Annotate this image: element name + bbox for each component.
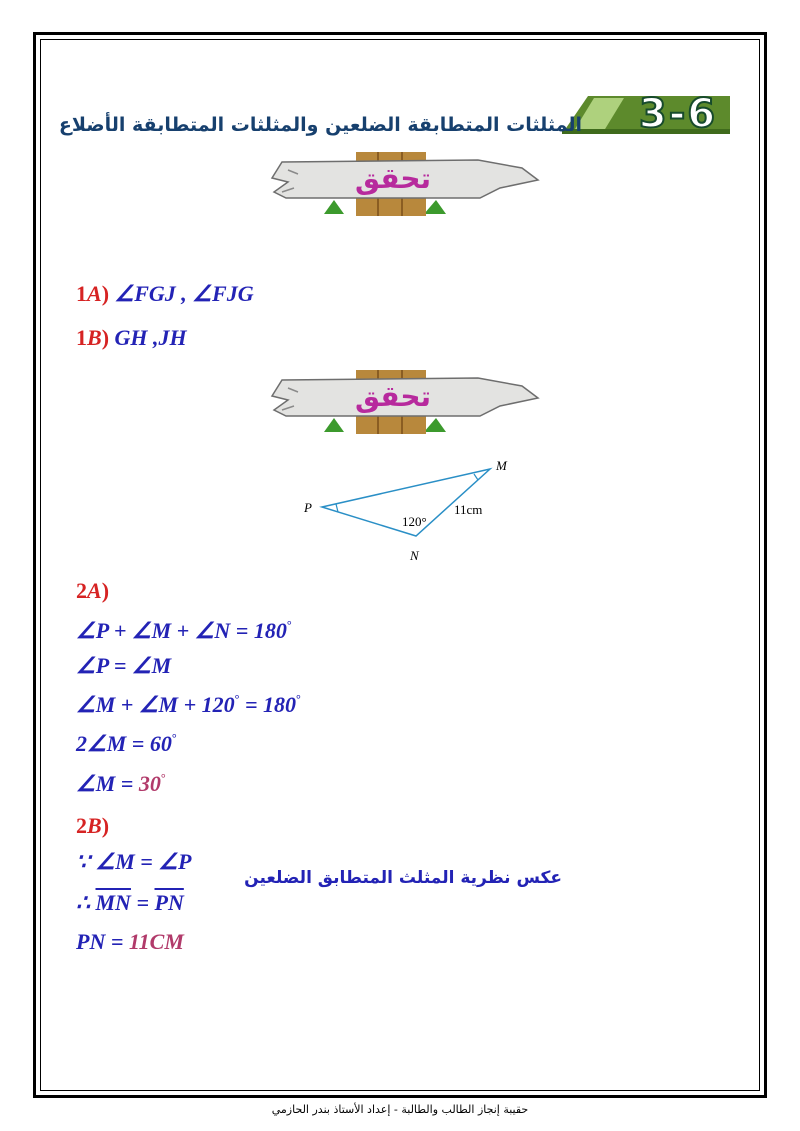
equation-2a-5: ∠M = 30° bbox=[76, 771, 166, 796]
equation-2a-4: 2∠M = 60° bbox=[76, 731, 177, 756]
proof-2b-3: PN = 11CM bbox=[76, 929, 184, 954]
equation-2a-3: ∠M + ∠M + 120° = 180° bbox=[76, 692, 301, 717]
vertex-p-label: P bbox=[304, 500, 312, 515]
answer-1a bbox=[76, 281, 254, 307]
theorem-note: عكس نظرية المثلث المتطابق الضلعين bbox=[244, 868, 562, 888]
lesson-number: 3-6 bbox=[638, 91, 718, 137]
answer-1b bbox=[76, 325, 187, 351]
check-sign-text: تحقق bbox=[354, 162, 432, 195]
lesson-title: المثلثات المتطابقة الضلعين والمثلثات المتطابقة الأضلاع bbox=[58, 114, 582, 136]
vertex-n-label: N bbox=[410, 548, 419, 563]
triangle-diagram bbox=[298, 456, 520, 568]
check-sign-text: تحقق bbox=[354, 380, 432, 413]
answer-1b-label: 1B) bbox=[76, 325, 110, 350]
angle-n-label: 120° bbox=[402, 514, 427, 529]
proof-2b-1: ∵ ∠M = ∠P bbox=[76, 849, 192, 874]
part-2b-label: 2B) bbox=[76, 813, 110, 838]
check-sign-2 bbox=[268, 370, 544, 436]
part-2a-label: 2A) bbox=[76, 578, 110, 603]
check-sign-1 bbox=[268, 152, 544, 218]
vertex-m-label: M bbox=[496, 458, 507, 473]
page-footer: حقيبة إنجاز الطالب والطالبة - إعداد الأستاذ بندر الحازمي bbox=[271, 1103, 529, 1116]
answer-1a-label: 1A) bbox=[76, 281, 110, 306]
equation-2a-2: ∠P = ∠M bbox=[76, 653, 172, 678]
equation-2a-1: ∠P + ∠M + ∠N = 180° bbox=[76, 618, 292, 643]
side-mn-label: 11cm bbox=[454, 502, 483, 517]
answer-1b-content: GH ,JH bbox=[114, 325, 187, 350]
proof-2b-2: ∴ $\overline{MN} = \overline{PN}$ bbox=[76, 890, 184, 915]
answer-1a-content: ∠FGJ , ∠FJG bbox=[114, 281, 254, 306]
